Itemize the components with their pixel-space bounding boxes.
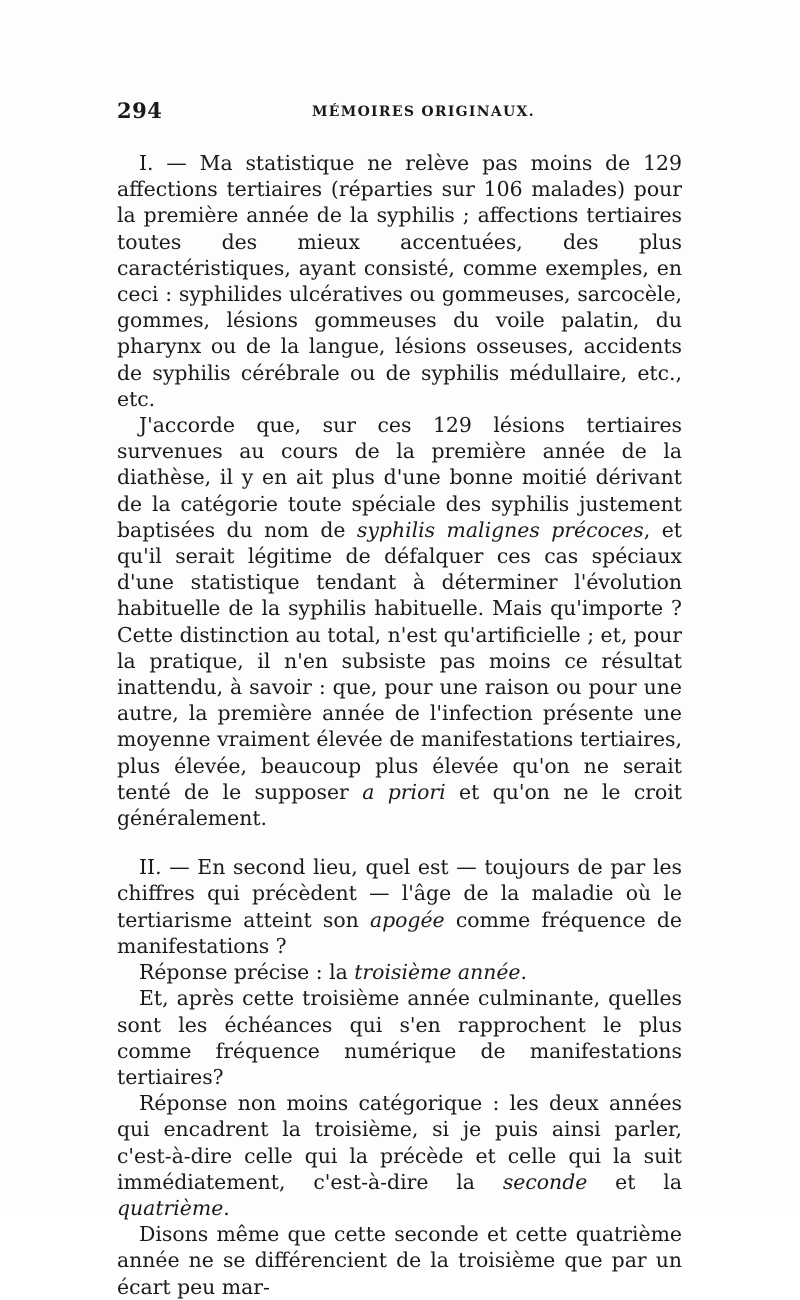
paragraph-text: Disons même que cette seconde et cette quatrième année ne se différencient de la troisième que par un écart peu mar- <box>117 1222 682 1299</box>
body-text <box>117 150 682 1300</box>
paragraph-text: I. — Ma statistique ne relève pas moins de 129 affections tertiaires (réparties sur 106 malades) pour la première année de la syphilis ; affections tertiaires toutes des mieux accentuées, des plus caractéristiques, ayant consisté, comme exemples, en ceci : syphilides ulcératives ou gommeuses, sarcocèle, gommes, lésions gommeuses du voile palatin, du pharynx ou de la langue, lésions osseuses, accidents de syphilis cérébrale ou de syphilis médullaire, etc., etc. <box>117 151 682 411</box>
paragraph-second-lieu <box>117 854 682 959</box>
paragraph-text: et la <box>587 1169 682 1194</box>
paragraph-text: II. — En second lieu, quel est — toujours de par les chiffres qui précèdent — l'âge de la maladie où le tertiarisme atteint son <box>117 855 682 932</box>
page-number: 294 <box>117 98 163 123</box>
paragraph-text: , et qu'il serait légitime de défalquer ces cas spéciaux d'une statistique tendant à déterminer l'évolution habituelle de la syphilis habituelle. Mais qu'importe ? Cette distinction au total, n'est qu'artificielle ; et, pour la pratique, il n'en subsiste pas moins ce résultat inattendu, à savoir : que, pour une raison ou pour une autre, la première année de l'infection présente une moyenne vraiment élevée de manifestations tertiaires, plus élevée, beaucoup plus élevée qu'on ne serait tenté de le supposer <box>117 517 682 804</box>
page-header <box>117 98 682 128</box>
running-head: MÉMOIRES ORIGINAUX. <box>312 104 535 120</box>
paragraph-text: Réponse précise : la <box>139 960 355 985</box>
paragraph-text: comme fréquence de manifestations ? <box>117 907 682 958</box>
italic-term: a priori <box>362 779 446 804</box>
paragraph-accorde <box>117 412 682 831</box>
italic-term: seconde <box>502 1169 588 1194</box>
section-gap <box>117 831 682 854</box>
paragraph-statistique <box>117 150 682 412</box>
paragraph-reponse-precise <box>117 959 682 985</box>
paragraph-reponse-categorique <box>117 1090 682 1221</box>
paragraph-disons <box>117 1221 682 1300</box>
italic-term: quatrième <box>117 1195 224 1220</box>
italic-term: syphilis malignes précoces <box>356 517 644 542</box>
paragraph-echeances <box>117 985 682 1090</box>
paragraph-text: Réponse non moins catégorique : les deux années qui encadrent la troisième, si je puis ainsi parler, c'est-à-dire celle qui la précède et celle qui la suit immédiatement, c'est-à-dire la <box>117 1091 682 1194</box>
paragraph-text: . <box>520 960 527 985</box>
paragraph-text: et qu'on ne le croit généralement. <box>117 779 682 831</box>
paragraph-text: Et, après cette troisième année culminante, quelles sont les échéances qui s'en rapprochent le plus comme fréquence numérique de manifestations tertiaires? <box>117 986 682 1089</box>
paragraph-text: J'accorde que, sur ces 129 lésions tertiaires survenues au cours de la première année de la diathèse, il y en ait plus d'une bonne moitié dérivant de la catégorie toute spéciale des syphilis justement baptisées du nom de <box>117 413 682 542</box>
italic-term: troisième année <box>354 960 521 985</box>
paragraph-text: . <box>223 1195 230 1220</box>
italic-term: apogée <box>369 907 445 932</box>
